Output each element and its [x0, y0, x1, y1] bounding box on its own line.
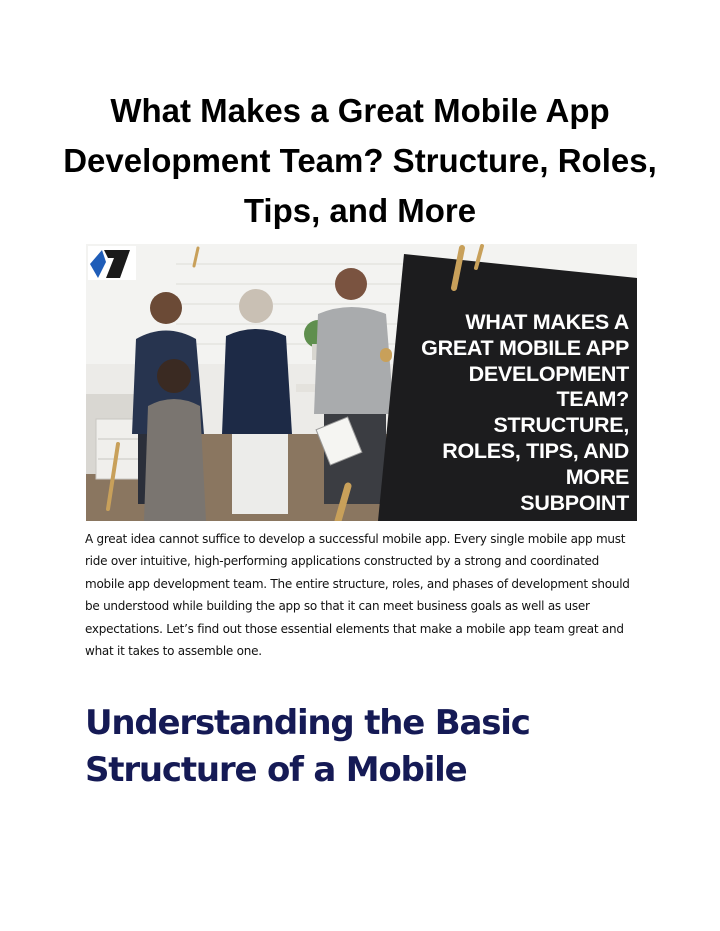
- banner-headline-line: ROLES, TIPS, AND: [442, 438, 629, 463]
- brand-n-logo-icon: [88, 246, 136, 280]
- banner-headline: [369, 310, 629, 516]
- intro-paragraph: A great idea cannot suffice to develop a successful mobile app. Every single mobile app must ride over intuitive, high-performing applications constructed by a strong and coordinated mobile app development team. The entire structure, roles, and phases of development should be understood while building the app so that it can meet business goals as well as user expectations. Let’s find out those essential elements that make a mobile app team great and what it takes to assemble one.: [85, 532, 630, 659]
- banner-headline-line: GREAT MOBILE APP: [421, 335, 629, 360]
- banner-headline-line: TEAM?: [556, 387, 629, 412]
- banner-headline-line: MORE: [565, 464, 629, 489]
- section-heading: Understanding the Basic Structure of a Mobile: [85, 703, 530, 790]
- hero-banner-image: [86, 244, 637, 521]
- document-title: What Makes a Great Mobile App Development Team? Structure, Roles, Tips, and More: [63, 92, 657, 229]
- banner-headline-line: WHAT MAKES A: [465, 310, 629, 334]
- banner-headline-line: STRUCTURE,: [493, 413, 629, 438]
- banner-headline-line: SUBPOINT: [520, 490, 629, 515]
- banner-headline-line: DEVELOPMENT: [468, 361, 629, 386]
